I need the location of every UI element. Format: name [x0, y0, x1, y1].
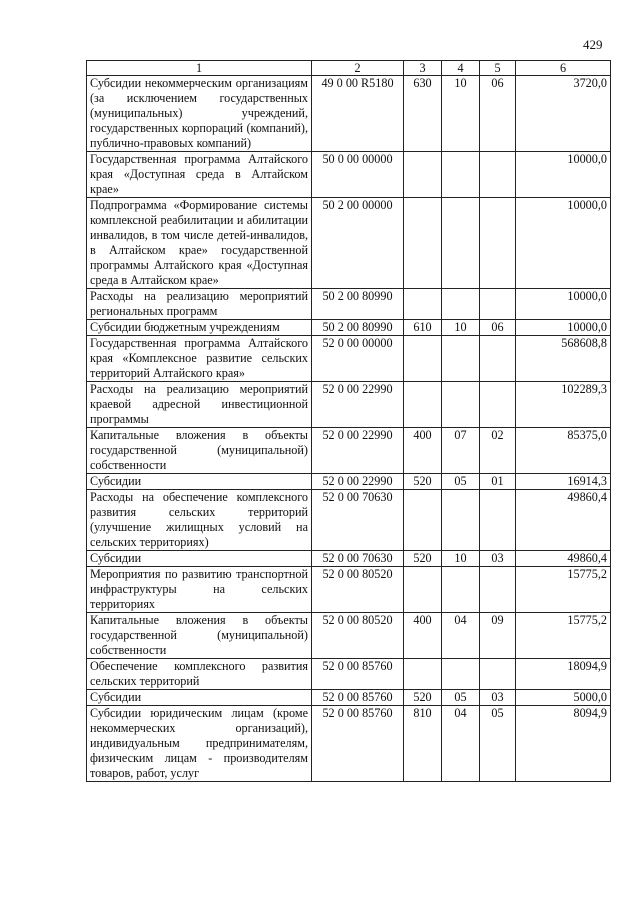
row-amount-cell: 15775,2 [516, 613, 611, 659]
row-amount-cell: 85375,0 [516, 428, 611, 474]
table-row [87, 198, 611, 289]
row-expense-type-cell: 520 [404, 474, 442, 490]
column-header: 3 [404, 61, 442, 76]
row-name-cell: Субсидии [87, 690, 312, 706]
row-name-cell: Субсидии [87, 551, 312, 567]
row-subsection-cell: 03 [480, 690, 516, 706]
row-name-cell: Мероприятия по развитию транспортной инфраструктуры на сельских территориях [87, 567, 312, 613]
row-expense-type-cell: 520 [404, 551, 442, 567]
row-subsection-cell [480, 382, 516, 428]
table-row [87, 320, 611, 336]
row-code-cell: 52 0 00 80520 [312, 613, 404, 659]
column-header: 1 [87, 61, 312, 76]
row-amount-cell: 10000,0 [516, 152, 611, 198]
row-section-cell: 05 [442, 690, 480, 706]
table-row [87, 382, 611, 428]
row-section-cell [442, 336, 480, 382]
row-subsection-cell: 01 [480, 474, 516, 490]
table-row [87, 474, 611, 490]
row-name-cell: Субсидии бюджетным учреждениям [87, 320, 312, 336]
row-code-cell: 50 0 00 00000 [312, 152, 404, 198]
row-subsection-cell: 06 [480, 76, 516, 152]
row-section-cell [442, 659, 480, 690]
row-expense-type-cell [404, 198, 442, 289]
table-row [87, 613, 611, 659]
row-section-cell [442, 567, 480, 613]
row-code-cell: 52 0 00 22990 [312, 474, 404, 490]
table-row [87, 690, 611, 706]
row-section-cell: 07 [442, 428, 480, 474]
row-code-cell: 52 0 00 85760 [312, 690, 404, 706]
row-expense-type-cell: 810 [404, 706, 442, 782]
row-name-cell: Субсидии [87, 474, 312, 490]
row-amount-cell: 10000,0 [516, 289, 611, 320]
table-row [87, 567, 611, 613]
row-section-cell [442, 289, 480, 320]
row-expense-type-cell [404, 289, 442, 320]
row-name-cell: Государственная программа Алтайского края «Доступная среда в Алтайском крае» [87, 152, 312, 198]
row-code-cell: 52 0 00 80520 [312, 567, 404, 613]
row-name-cell: Субсидии некоммерческим организациям (за исключением государственных (муниципальных) учреждений, государственных корпораций (компаний), публично-правовых компаний) [87, 76, 312, 152]
column-header: 6 [516, 61, 611, 76]
row-expense-type-cell [404, 336, 442, 382]
row-section-cell [442, 490, 480, 551]
row-amount-cell: 18094,9 [516, 659, 611, 690]
row-subsection-cell [480, 490, 516, 551]
table-row [87, 551, 611, 567]
row-code-cell: 52 0 00 22990 [312, 382, 404, 428]
row-name-cell: Подпрограмма «Формирование системы комплексной реабилитации и абилитации инвалидов, в том числе детей-инвалидов, в Алтайском крае» государственной программы Алтайского края «Доступная среда в Алтайском крае» [87, 198, 312, 289]
table-row [87, 428, 611, 474]
row-section-cell: 04 [442, 613, 480, 659]
column-header: 2 [312, 61, 404, 76]
row-code-cell: 50 2 00 00000 [312, 198, 404, 289]
row-amount-cell: 49860,4 [516, 551, 611, 567]
row-amount-cell: 3720,0 [516, 76, 611, 152]
row-code-cell: 50 2 00 80990 [312, 289, 404, 320]
header-row [87, 61, 611, 76]
row-expense-type-cell: 400 [404, 613, 442, 659]
row-expense-type-cell: 630 [404, 76, 442, 152]
table-row [87, 152, 611, 198]
row-amount-cell: 568608,8 [516, 336, 611, 382]
row-section-cell: 05 [442, 474, 480, 490]
row-expense-type-cell: 400 [404, 428, 442, 474]
row-subsection-cell [480, 152, 516, 198]
row-code-cell: 52 0 00 22990 [312, 428, 404, 474]
row-name-cell: Расходы на реализацию мероприятий краевой адресной инвестиционной программы [87, 382, 312, 428]
row-expense-type-cell [404, 152, 442, 198]
budget-table [86, 60, 611, 782]
row-name-cell: Субсидии юридическим лицам (кроме некоммерческих организаций), индивидуальным предпринимателям, физическим лицам - производителям товаров, работ, услуг [87, 706, 312, 782]
row-code-cell: 52 0 00 85760 [312, 706, 404, 782]
row-section-cell [442, 382, 480, 428]
row-section-cell: 10 [442, 76, 480, 152]
row-amount-cell: 15775,2 [516, 567, 611, 613]
row-name-cell: Капитальные вложения в объекты государственной (муниципальной) собственности [87, 613, 312, 659]
row-code-cell: 52 0 00 00000 [312, 336, 404, 382]
row-section-cell [442, 152, 480, 198]
table-row [87, 490, 611, 551]
table-row [87, 289, 611, 320]
row-amount-cell: 10000,0 [516, 198, 611, 289]
table-row [87, 659, 611, 690]
row-section-cell: 10 [442, 551, 480, 567]
row-amount-cell: 102289,3 [516, 382, 611, 428]
row-subsection-cell [480, 659, 516, 690]
row-name-cell: Расходы на реализацию мероприятий региональных программ [87, 289, 312, 320]
row-subsection-cell: 09 [480, 613, 516, 659]
column-header: 4 [442, 61, 480, 76]
table-row [87, 76, 611, 152]
row-amount-cell: 16914,3 [516, 474, 611, 490]
row-amount-cell: 5000,0 [516, 690, 611, 706]
row-subsection-cell: 02 [480, 428, 516, 474]
row-expense-type-cell [404, 567, 442, 613]
table-row [87, 336, 611, 382]
row-name-cell: Расходы на обеспечение комплексного развития сельских территорий (улучшение жилищных условий на сельских территориях) [87, 490, 312, 551]
row-subsection-cell [480, 198, 516, 289]
row-code-cell: 52 0 00 70630 [312, 490, 404, 551]
row-subsection-cell: 06 [480, 320, 516, 336]
row-expense-type-cell: 520 [404, 690, 442, 706]
row-amount-cell: 49860,4 [516, 490, 611, 551]
row-name-cell: Капитальные вложения в объекты государственной (муниципальной) собственности [87, 428, 312, 474]
row-name-cell: Государственная программа Алтайского края «Комплексное развитие сельских территорий Алтайского края» [87, 336, 312, 382]
row-amount-cell: 10000,0 [516, 320, 611, 336]
row-name-cell: Обеспечение комплексного развития сельских территорий [87, 659, 312, 690]
row-section-cell: 04 [442, 706, 480, 782]
row-amount-cell: 8094,9 [516, 706, 611, 782]
row-code-cell: 52 0 00 70630 [312, 551, 404, 567]
row-expense-type-cell: 610 [404, 320, 442, 336]
row-expense-type-cell [404, 490, 442, 551]
row-subsection-cell [480, 289, 516, 320]
row-subsection-cell [480, 567, 516, 613]
table-row [87, 706, 611, 782]
row-code-cell: 52 0 00 85760 [312, 659, 404, 690]
row-expense-type-cell [404, 382, 442, 428]
row-code-cell: 50 2 00 80990 [312, 320, 404, 336]
page-number: 429 [583, 37, 603, 52]
row-subsection-cell [480, 336, 516, 382]
row-expense-type-cell [404, 659, 442, 690]
row-subsection-cell: 05 [480, 706, 516, 782]
column-header: 5 [480, 61, 516, 76]
row-section-cell: 10 [442, 320, 480, 336]
row-section-cell [442, 198, 480, 289]
row-code-cell: 49 0 00 R5180 [312, 76, 404, 152]
row-subsection-cell: 03 [480, 551, 516, 567]
